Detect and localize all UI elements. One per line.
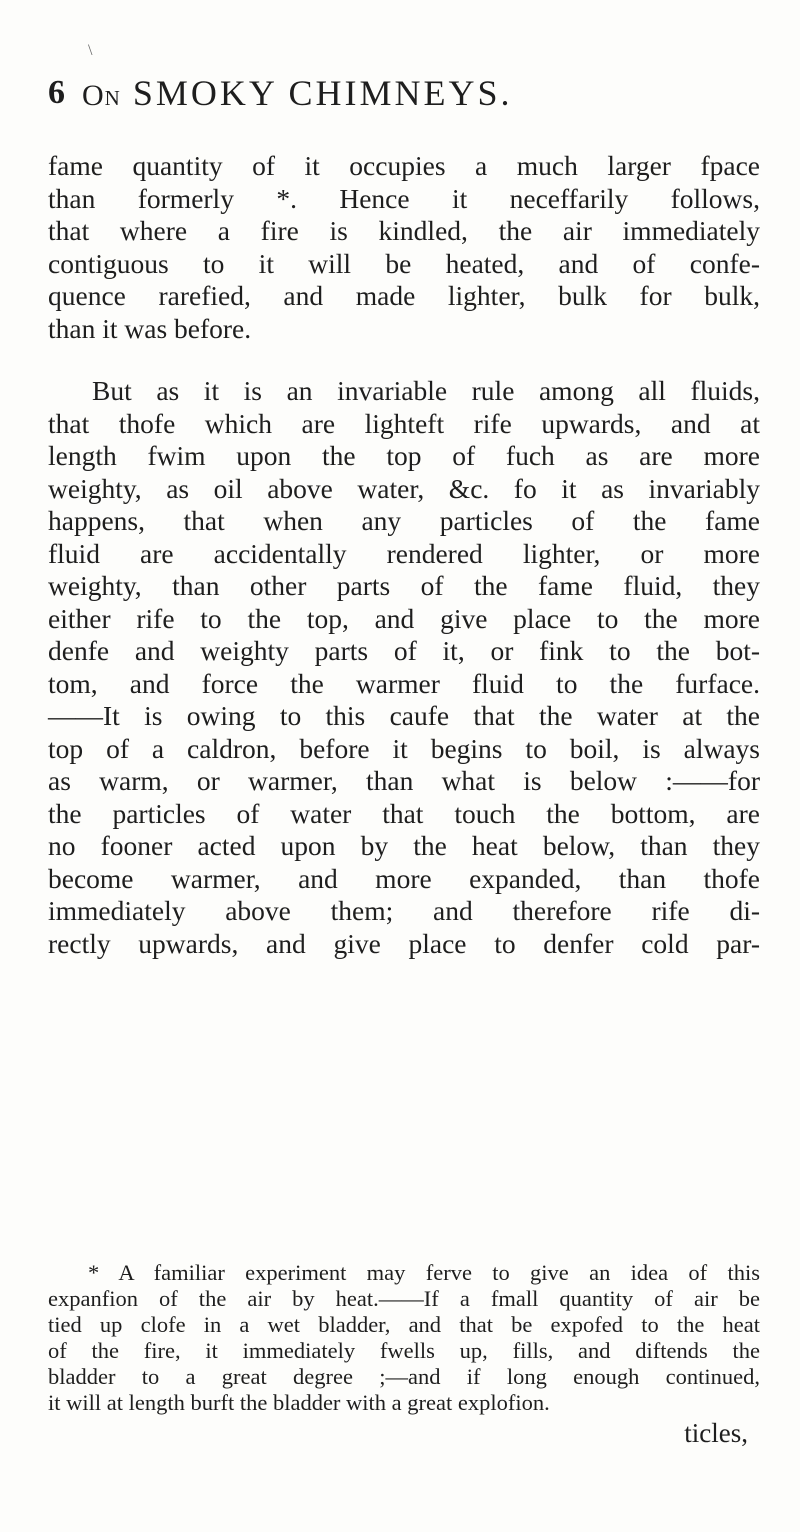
body-text <box>48 150 760 960</box>
catchword: ticles, <box>684 1418 748 1448</box>
running-head <box>82 72 513 114</box>
text-line: no fooner acted upon by the heat below, than they <box>48 830 760 861</box>
text-line: fame quantity of it occupies a much larger fpace <box>48 150 760 181</box>
text-line: top of a caldron, before it begins to boil, is always <box>48 732 760 764</box>
footnote-line: bladder to a great degree ;—and if long enough continued, <box>48 1364 760 1389</box>
text-line: than formerly *. Hence it neceffarily follows, <box>48 182 760 214</box>
running-head-prefix: On <box>82 79 121 112</box>
footnote-line: tied up clofe in a wet bladder, and that be expofed to the heat <box>48 1312 760 1337</box>
text-line: length fwim upon the top of fuch as are more <box>48 440 760 471</box>
paragraph-1 <box>48 150 760 345</box>
footnote-line: * A familiar experiment may ferve to give an idea of this <box>88 1260 760 1285</box>
text-line: that thofe which are lighteft rife upwards, and at <box>48 407 760 439</box>
text-line: immediately above them; and therefore rife di- <box>48 895 760 926</box>
paragraph-2 <box>48 375 760 960</box>
text-line: tom, and force the warmer fluid to the furface. <box>48 667 760 699</box>
page-number: 6 <box>48 74 65 111</box>
text-line: ——It is owing to this caufe that the water at the <box>48 700 760 731</box>
text-line: become warmer, and more expanded, than thofe <box>48 862 760 894</box>
corner-mark: \ <box>88 42 93 59</box>
footnote <box>48 1260 760 1416</box>
text-line: denfe and weighty parts of it, or fink to the bot- <box>48 635 760 666</box>
text-line: happens, that when any particles of the fame <box>48 505 760 536</box>
text-line: the particles of water that touch the bottom, are <box>48 797 760 829</box>
text-line: either rife to the top, and give place to the more <box>48 602 760 634</box>
text-line: quence rarefied, and made lighter, bulk for bulk, <box>48 280 760 311</box>
footnote-line: it will at length burft the bladder with a great explofion. <box>48 1390 550 1415</box>
running-head-title: SMOKY CHIMNEYS. <box>132 73 513 113</box>
text-line: weighty, than other parts of the fame fluid, they <box>48 570 760 601</box>
text-line: as warm, or warmer, than what is below :——for <box>48 765 760 796</box>
text-line: weighty, as oil above water, &c. fo it as invariably <box>48 472 760 504</box>
text-line: rectly upwards, and give place to denfer cold par- <box>48 927 760 959</box>
text-line: contiguous to it will be heated, and of confe- <box>48 247 760 279</box>
footnote-line: expanfion of the air by heat.——If a fmall quantity of air be <box>48 1286 760 1311</box>
footnote-line: of the fire, it immediately fwells up, fills, and diftends the <box>48 1338 760 1363</box>
text-line: But as it is an invariable rule among all fluids, <box>92 375 760 406</box>
text-line: fluid are accidentally rendered lighter, or more <box>48 537 760 569</box>
page-header <box>40 70 740 130</box>
text-line: that where a fire is kindled, the air immediately <box>48 215 760 246</box>
text-line: than it was before. <box>48 312 252 344</box>
